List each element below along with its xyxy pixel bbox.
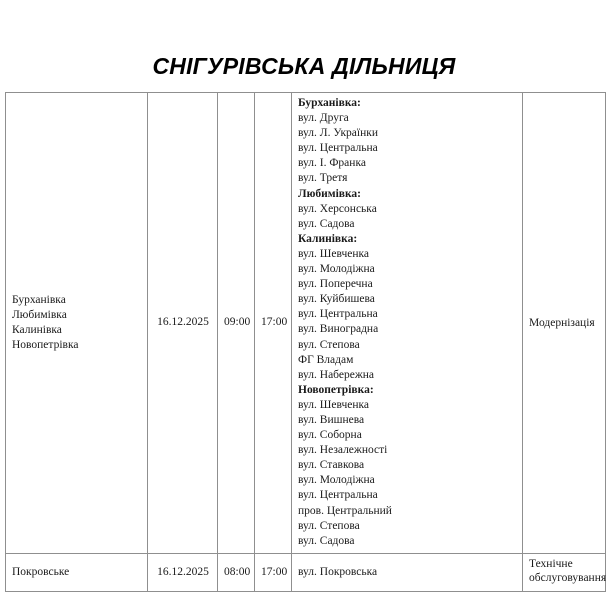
list-item: вул. І. Франка	[298, 157, 366, 170]
date-value: 16.12.2025	[157, 565, 209, 578]
list-item: вул. Поперечна	[298, 278, 373, 291]
outage-schedule-table	[5, 92, 606, 592]
list-item: вул. Молодіжна	[298, 263, 375, 276]
list-item: вул. Вишнева	[298, 413, 365, 426]
reason-cell	[523, 93, 606, 554]
list-item: Калинівка:	[298, 232, 358, 245]
page-title: СНІГУРІВСЬКА ДІЛЬНИЦЯ	[152, 53, 456, 79]
list-item: Любимівка:	[298, 187, 362, 200]
list-item: Новопетрівка	[12, 338, 79, 351]
list-item: Бурханівка	[12, 293, 66, 306]
time-from-cell	[218, 93, 255, 554]
list-item: вул. Незалежності	[298, 444, 388, 457]
list-item: вул. Степова	[298, 519, 360, 532]
list-item: вул. Центральна	[298, 489, 378, 502]
list-item: Калинівка	[12, 323, 62, 336]
list-item: вул. Шевченка	[298, 398, 370, 411]
date-cell	[148, 553, 218, 591]
reason-cell	[523, 553, 606, 591]
list-item: вул. Центральна	[298, 142, 378, 155]
list-item: вул. Ставкова	[298, 459, 365, 472]
date-value: 16.12.2025	[157, 316, 209, 329]
date-cell	[148, 93, 218, 554]
outage-table-wrapper	[5, 92, 607, 592]
list-item: Новопетрівка:	[298, 383, 374, 396]
time-from-value: 09:00	[224, 316, 251, 329]
list-item: вул. Шевченка	[298, 247, 370, 260]
list-item: вул. Л. Українки	[298, 127, 378, 140]
list-item: вул. Набережна	[298, 368, 375, 381]
locality-cell	[6, 93, 148, 554]
list-item: вул. Куйбишева	[298, 293, 375, 306]
streets-cell	[292, 553, 523, 591]
street-value: вул. Покровська	[298, 565, 378, 578]
list-item: вул. Садова	[298, 217, 355, 230]
list-item: ФГ Владам	[298, 353, 354, 366]
list-item: вул. Степова	[298, 338, 360, 351]
list-item: вул. Центральна	[298, 308, 378, 321]
table-row	[6, 93, 606, 554]
table-row	[6, 553, 606, 591]
list-item: вул. Виноградна	[298, 323, 379, 336]
locality-cell-content	[6, 290, 147, 356]
reason-value: Модернізація	[529, 316, 595, 329]
time-to-cell	[255, 93, 292, 554]
time-from-cell	[218, 553, 255, 591]
time-from-value: 08:00	[224, 565, 251, 578]
list-item: Любимівка	[12, 308, 67, 321]
list-item: вул. Третя	[298, 172, 348, 185]
locality-cell	[6, 553, 148, 591]
list-item: пров. Центральний	[298, 504, 392, 517]
table-body	[6, 93, 606, 592]
streets-cell	[292, 93, 523, 554]
locality-list	[12, 293, 142, 353]
list-item: вул. Садова	[298, 534, 355, 547]
locality-value: Покровське	[12, 565, 70, 578]
list-item: Бурханівка:	[298, 97, 361, 109]
list-item: вул. Херсонська	[298, 202, 377, 215]
reason-value: Технічне обслуговування	[529, 557, 607, 584]
time-to-cell	[255, 553, 292, 591]
street-list	[292, 93, 522, 553]
time-to-value: 17:00	[261, 565, 288, 578]
time-to-value: 17:00	[261, 316, 288, 329]
list-item: вул. Молодіжна	[298, 474, 375, 487]
list-item: вул. Соборна	[298, 429, 362, 442]
list-item: вул. Друга	[298, 112, 349, 125]
